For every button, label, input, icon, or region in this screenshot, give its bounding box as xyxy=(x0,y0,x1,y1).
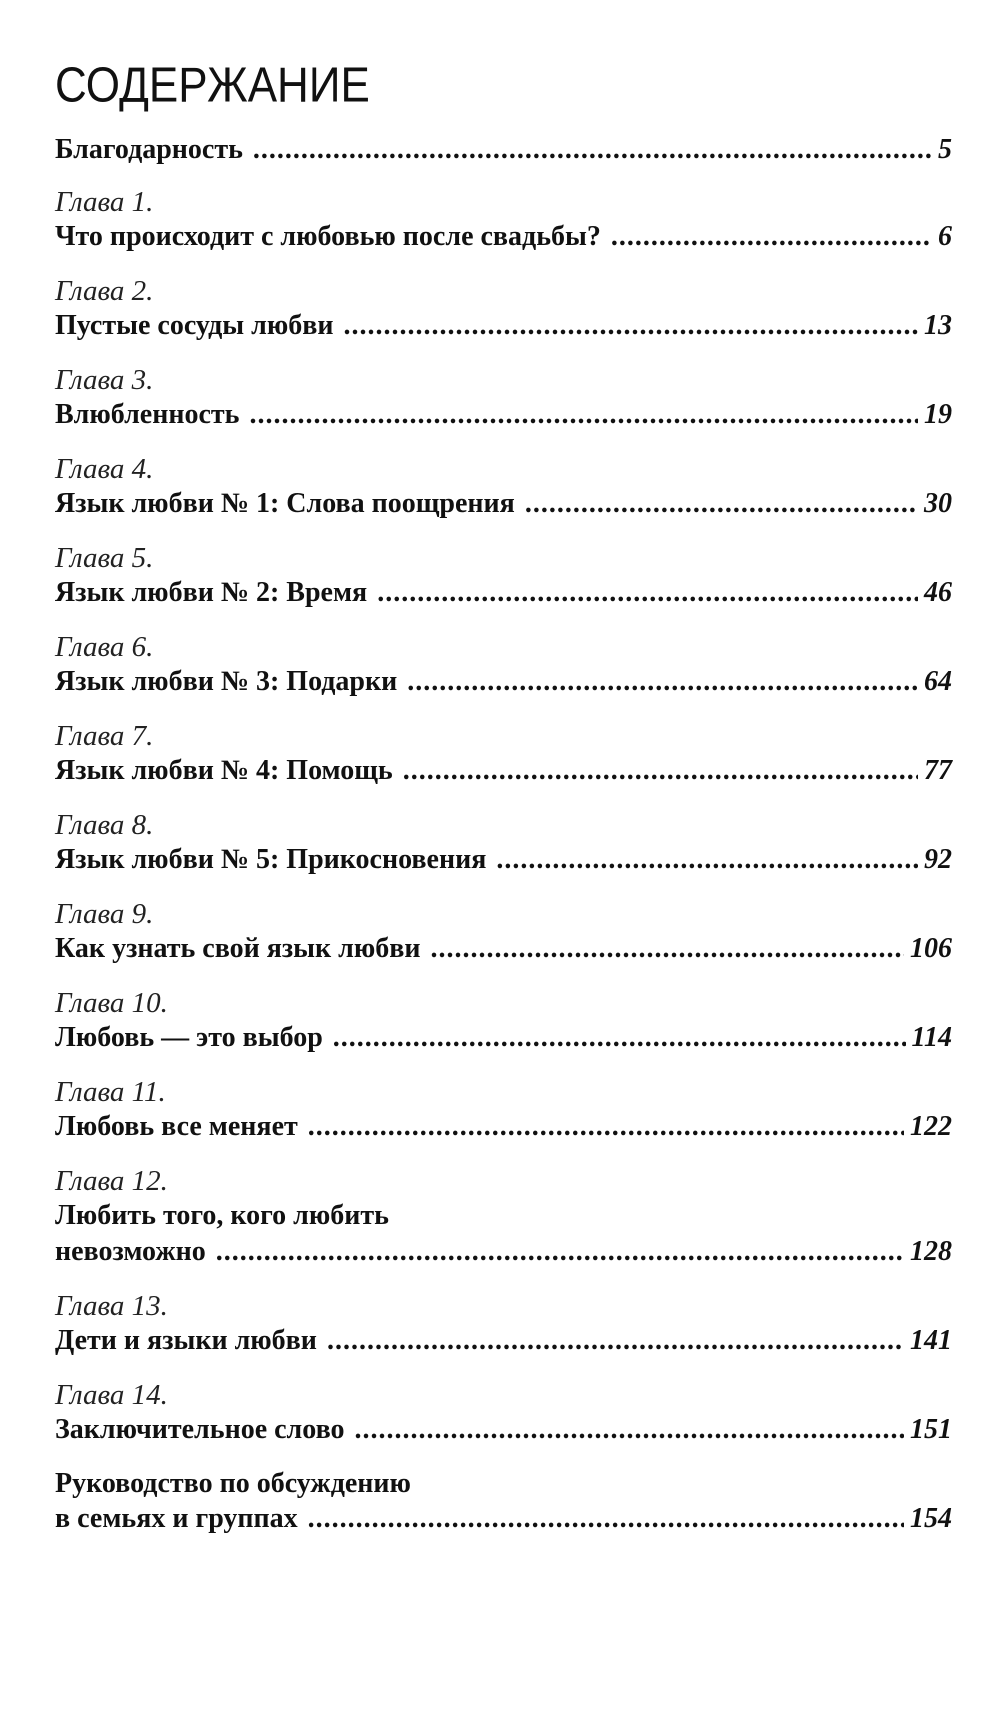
toc-entry-chapter-8[interactable] xyxy=(55,844,952,876)
page-number: 5 xyxy=(938,134,952,165)
leader-dots xyxy=(216,1236,904,1268)
toc-entry-discussion-guide[interactable] xyxy=(55,1503,952,1535)
page-title: СОДЕРЖАНИЕ xyxy=(55,58,370,113)
toc-entry-chapter-14[interactable] xyxy=(55,1414,952,1446)
toc-entry-chapter-3[interactable] xyxy=(55,399,952,431)
toc-entry-chapter-9[interactable] xyxy=(55,933,952,965)
page-number: 141 xyxy=(910,1325,952,1356)
toc-entry-chapter-12[interactable] xyxy=(55,1236,952,1268)
chapter-label: Глава 6. xyxy=(55,631,154,663)
chapter-label: Глава 4. xyxy=(55,453,154,485)
leader-dots xyxy=(308,1111,904,1143)
chapter-label: Глава 11. xyxy=(55,1076,166,1108)
chapter-label: Глава 8. xyxy=(55,809,154,841)
entry-title: Язык любви № 3: Подарки xyxy=(55,666,398,697)
chapter-label: Глава 2. xyxy=(55,275,154,307)
entry-title: Что происходит с любовью после свадьбы? xyxy=(55,221,601,252)
entry-title: Язык любви № 5: Прикосновения xyxy=(55,844,487,875)
leader-dots xyxy=(327,1325,904,1357)
chapter-label: Глава 7. xyxy=(55,720,154,752)
chapter-label: Глава 13. xyxy=(55,1290,168,1322)
toc-entry-chapter-2[interactable] xyxy=(55,310,952,342)
page-number: 114 xyxy=(911,1022,952,1053)
toc-entry-chapter-11[interactable] xyxy=(55,1111,952,1143)
page-number: 77 xyxy=(924,755,952,786)
leader-dots xyxy=(611,221,932,253)
leader-dots xyxy=(249,399,918,431)
page-number: 154 xyxy=(910,1503,952,1534)
entry-title-line-1: Руководство по обсуждению xyxy=(55,1468,411,1499)
page-number: 30 xyxy=(924,488,952,519)
chapter-label: Глава 3. xyxy=(55,364,154,396)
leader-dots xyxy=(253,134,932,166)
leader-dots xyxy=(403,755,918,787)
page-number: 128 xyxy=(910,1236,952,1267)
page-number: 92 xyxy=(924,844,952,875)
leader-dots xyxy=(355,1414,904,1446)
page-number: 6 xyxy=(938,221,952,252)
leader-dots xyxy=(431,933,904,965)
chapter-label: Глава 12. xyxy=(55,1165,168,1197)
entry-title: Пустые сосуды любви xyxy=(55,310,334,341)
leader-dots xyxy=(308,1503,904,1535)
page-number: 19 xyxy=(924,399,952,430)
leader-dots xyxy=(333,1022,906,1054)
entry-title: Язык любви № 4: Помощь xyxy=(55,755,393,786)
toc-entry-chapter-10[interactable] xyxy=(55,1022,952,1054)
toc-entry-chapter-13[interactable] xyxy=(55,1325,952,1357)
chapter-label: Глава 1. xyxy=(55,186,154,218)
chapter-label: Глава 5. xyxy=(55,542,154,574)
entry-title: Благодарность xyxy=(55,134,243,165)
page-number: 64 xyxy=(924,666,952,697)
entry-title: невозможно xyxy=(55,1236,206,1267)
entry-title: Любовь — это выбор xyxy=(55,1022,323,1053)
entry-title: Любовь все меняет xyxy=(55,1111,298,1142)
leader-dots xyxy=(344,310,919,342)
leader-dots xyxy=(407,666,918,698)
page-number: 151 xyxy=(910,1414,952,1445)
entry-title: в семьях и группах xyxy=(55,1503,298,1534)
toc-entry-chapter-4[interactable] xyxy=(55,488,952,520)
toc-entry-chapter-1[interactable] xyxy=(55,221,952,253)
leader-dots xyxy=(525,488,918,520)
entry-title: Влюбленность xyxy=(55,399,240,430)
entry-title: Язык любви № 2: Время xyxy=(55,577,368,608)
entry-title: Язык любви № 1: Слова поощрения xyxy=(55,488,515,519)
leader-dots xyxy=(377,577,918,609)
page-number: 13 xyxy=(924,310,952,341)
entry-title: Дети и языки любви xyxy=(55,1325,317,1356)
entry-title: Как узнать свой язык любви xyxy=(55,933,421,964)
toc-entry-acknowledgements[interactable] xyxy=(55,134,952,166)
page-number: 46 xyxy=(924,577,952,608)
entry-title: Заключительное слово xyxy=(55,1414,345,1445)
chapter-label: Глава 9. xyxy=(55,898,154,930)
toc-entry-chapter-5[interactable] xyxy=(55,577,952,609)
toc-entry-chapter-7[interactable] xyxy=(55,755,952,787)
entry-title-line-1: Любить того, кого любить xyxy=(55,1200,389,1231)
chapter-label: Глава 10. xyxy=(55,987,168,1019)
chapter-label: Глава 14. xyxy=(55,1379,168,1411)
page-number: 122 xyxy=(910,1111,952,1142)
leader-dots xyxy=(496,844,918,876)
page-number: 106 xyxy=(910,933,952,964)
toc-entry-chapter-6[interactable] xyxy=(55,666,952,698)
